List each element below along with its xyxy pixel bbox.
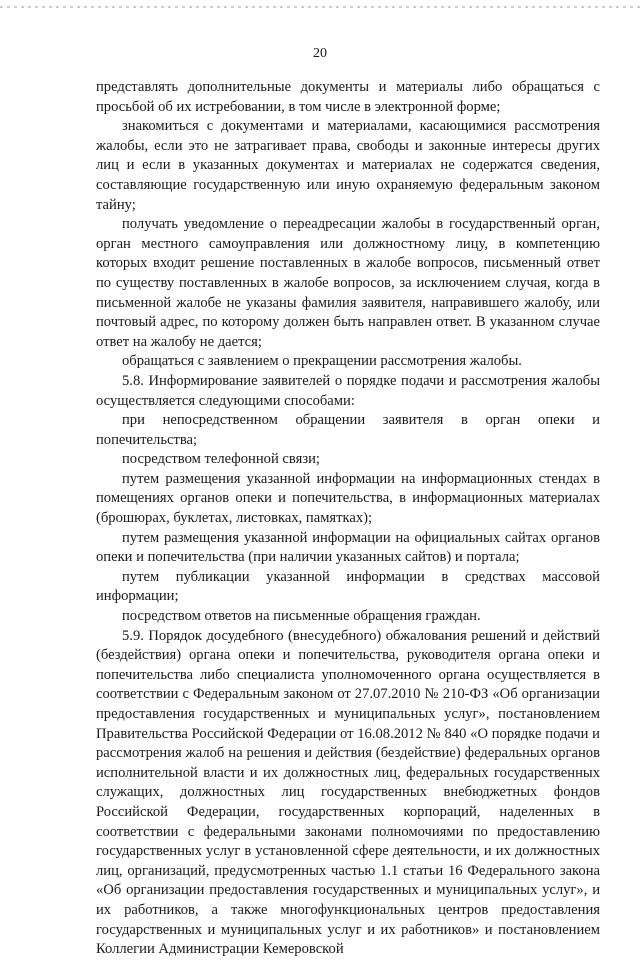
paragraph-7: посредством телефонной связи;: [122, 451, 320, 468]
paragraph-11: посредством ответов на письменные обращения граждан.: [122, 608, 481, 625]
paragraph-3: получать уведомление о переадресации жалобы в государственный орган, орган местного самоуправления или должностному лицу, в компетенцию которых входит решение поставленных в жалобе вопросов, письменный ответ по существу поставленных в жалобе вопросов, за исключением случая, когда в письменной жалобе не указаны фамилия заявителя, направившего жалобу, или почтовый адрес, по которому должен быть направлен ответ. В указанном случае ответ на жалобу не дается;: [96, 216, 600, 350]
scan-edge-artifact: [0, 6, 640, 8]
paragraph-8: путем размещения указанной информации на информационных стендах в помещениях органов опеки и попечительства, в информационных материалах (брошюрах, буклетах, листовках, памятках);: [96, 470, 600, 527]
paragraph-5-9: 5.9. Порядок досудебного (внесудебного) обжалования решений и действий (бездействия) органа опеки и попечительства, руководителя органа опеки и попечительства либо специалиста уполномоченного органа осуществляется в соответствии с Федеральным законом от 27.07.2010 № 210-ФЗ «Об организации предоставления государственных и муниципальных услуг», постановлением Правительства Российской Федерации от 16.08.2012 № 840 «О порядке подачи и рассмотрения жалоб на решения и действия (бездействие) федеральных органов исполнительной власти и их должностных лиц, федеральных государственных служащих, должностных лиц государственных внебюджетных фондов Российской Федерации, государственных корпораций, наделенных в соответствии с федеральными законами полномочиями по предоставлению государственных услуг в установленной сфере деятельности, и их должностных лиц, организаций, предусмотренных частью 1.1 статьи 16 Федерального закона «Об организации предоставления государственных и муниципальных услуг», и их работников, а также многофункциональных центров предоставления государственных и муниципальных услуг и их работников» и постановлением Коллегии Администрации Кемеровской: [96, 627, 600, 958]
paragraph-9: путем размещения указанной информации на официальных сайтах органов опеки и попечительства (при наличии указанных сайтов) и портала;: [96, 529, 600, 566]
paragraph-2: знакомиться с документами и материалами, касающимися рассмотрения жалобы, если это не затрагивает права, свободы и законные интересы других лиц и если в указанных документах и материалах не содержатся сведения, составляющие государственную или иную охраняемую федеральным законом тайну;: [96, 118, 600, 213]
paragraph-10: путем публикации указанной информации в средствах массовой информации;: [96, 568, 600, 605]
paragraph-4: обращаться с заявлением о прекращении рассмотрения жалобы.: [122, 353, 522, 370]
paragraph-5-8: 5.8. Информирование заявителей о порядке подачи и рассмотрения жалобы осуществляется следующими способами:: [96, 372, 600, 409]
paragraph-1: представлять дополнительные документы и материалы либо обращаться с просьбой об их истребовании, в том числе в электронной форме;: [96, 79, 600, 115]
document-body: [96, 78, 600, 960]
paragraph-6: при непосредственном обращении заявителя в орган опеки и попечительства;: [96, 412, 600, 448]
page-number: 20: [313, 46, 327, 61]
